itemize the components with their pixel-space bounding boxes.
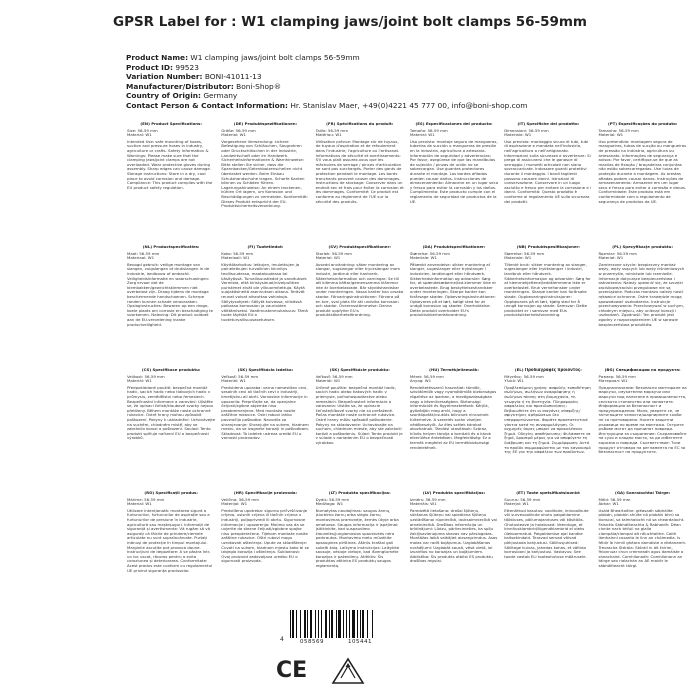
barcode-bar xyxy=(300,610,301,638)
section-spec-line: Rozmiar: 56-59 mm xyxy=(598,251,637,256)
section-spec-line: Størrelse: 56-59 mm xyxy=(504,251,545,256)
section-spec-line: Taille: 56-59 mm xyxy=(315,128,349,133)
section-body: Tiltenkt bruk: sikker montering av slanger, sugeslanger eller trykkslanger i industri, landbruk eller håndverk. Sikkerhetsinformasjon og advarsler: Sørg for at klemmekjeftene/leddklemmene ikke er overbelastet. Bruk vernehansker under monteringen. Skarpe kanter kan forårsake skade. Oppbevaringsinstruksjoner: Oppbevares på et tørt, kjølig sted for å unngå korrosjon og skade. Samsvar: Dette produktet er i samsvar med EUs produktsikkerhetsforordning. xyxy=(504,261,591,318)
section-row xyxy=(124,122,690,245)
ce-mark-icon: CE xyxy=(276,658,308,683)
section-heading: (IT) Specifiche del prodotto: xyxy=(517,122,580,126)
section-heading: (LT) Produkto specifikacijos: xyxy=(328,491,391,495)
section-spec-line: Koko: 56-59 mm xyxy=(221,251,254,256)
section-spec-line: Medžiaga: W1 xyxy=(315,502,344,507)
section-spec-line: Материал: W1 xyxy=(598,379,628,384)
section-spec-line: Matériau: W1 xyxy=(315,133,342,138)
info-value: BONI-41011-13 xyxy=(204,72,262,81)
barcode-bar xyxy=(290,610,291,638)
section-row xyxy=(124,491,690,614)
section-body: Utilizare intenționată: montarea sigură a furtunurilor, furtunurilor de aspirație sau a furtunurilor de presiune în industrie, agricultură sau meșteșuguri. Informații de siguranță și avertismente: Vă rugăm să vă asigurați că fălcile de prindere/clemele articulate nu sunt supraîncărcate. Purtați mănuși de protecție în timpul montajului. Marginile ascuțite pot provoca daune. Instrucțiuni de depozitare: A se păstra într-un loc uscat, răcoros pentru a evita coroziunea și deteriorarea. Conformitate: Acest produs este conform cu regulamentul UE privind siguranța produselor. xyxy=(127,507,213,573)
section-spec-line: Размер: 56-59 mm xyxy=(598,374,636,379)
section-body: Utilisation prévue: Montage sûr de tuyaux, de tuyaux d'aspiration et de refoulement dans l'industrie, l'agriculture ou l'artisanat. Informations de sécurité et avertissements: S'il vous plaît assurez-vous que les mâchoires de serrage / pinces d'articulation ne sont pas surchargés. Porter des gants de protection pendant le montage. Les bords tranchants peuvent causer des dommages. Instructions de stockage: Conserver dans un endroit sec et frais pour éviter la corrosion et les dommages. Conformité: Ce produit est conforme au règlement de l'UE sur la sécurité des produits. xyxy=(315,138,404,204)
section-body: Zamierzone użycie: bezpieczny montaż węży, węży ssących lub węży ciśnieniowych w przemyśle, rolnictwie lub rzemiośle. Informacje dotyczące bezpieczeństwa i ostrzeżenia: Należy upewnić się, że szczęki zaciskowe/zaciski przegubowe nie są przeciążone. Podczas montażu należy nosić rękawice ochronne. Ostre krawędzie mogą spowodować uszkodzenia. Instrukcje przechowywania: Przechowywać w suchym, chłodnym miejscu, aby uniknąć korozji i uszkodzeń. Zgodność: Ten produkt jest zgodny z rozporządzeniem UE w sprawie bezpieczeństwa produktów. xyxy=(598,261,685,327)
section-body: Uso previsto: montaggio sicuro di tubi, tubi di aspirazione e mandata nell'industria, nell'agricoltura o nell'artigianato. Informazioni sulla sicurezza e avvertenze: Si prega di assicurarsi che le ganasce di serraggio / morsetti articolati non siano sovraccaricate. Indossare guanti protettivi durante il montaggio. I bordi taglienti possono causare danni. Istruzioni di conservazione: Conservare in un luogo asciutto e fresco per evitare la corrosione e i danni. Conformità: Questo prodotto è conforme al regolamento UE sulla sicurezza dei prodotti. xyxy=(504,138,592,204)
section-spec-line: Materiaali: W1 xyxy=(221,256,250,261)
language-section xyxy=(595,122,689,245)
section-spec-line: Materiaal: W1 xyxy=(127,256,155,261)
language-section xyxy=(313,368,407,491)
section-heading: (DE) Produktspezifikationen: xyxy=(233,122,298,126)
section-body: Numatytas naudojimas: saugus žarnų, įsiurbimo žarnų arba slėgio žarnų montavimas pramonėje, žemės ūkyje arba amatuose. Saugos informacija ir įspėjimai: Įsitikinkite, kad suspaudimo žiaunelės/jungiamosios spaustukės nėra perkrautos. Montavimo metu mūvėkite apsaugines pirštines. Aštrūs kraštai gali sukelti žalą. Laikymo instrukcijos: Laikykite sausoje, vėsioje vietoje, kad išvengtumėte korozijos ir pažeidimų. Atitiktis: Šis produktas atitinka ES produktų saugos reglamentą. xyxy=(315,507,400,568)
section-heading: (PT) Especificações do produto: xyxy=(607,122,678,126)
language-section xyxy=(595,491,689,614)
section-spec-line: Veľkosť: 56-59 mm xyxy=(221,374,259,379)
barcode-bar xyxy=(352,610,355,638)
section-heading: (PL) Specyfikacje produktu: xyxy=(612,245,673,249)
info-value: Germany xyxy=(203,91,238,100)
info-key: Variation Number: xyxy=(126,72,203,81)
barcode-left-digits: 058569 xyxy=(300,639,324,645)
section-body: Predvidená uporaba: varna namestitev cevi, sesalnih cevi ali tlačnih cevi v industriji, kmetijstvu ali obrti. Varnostne informacije in opozorila: Prepričajte se, da vpenjalne čeljusti/zgibne objemke niso preobremenjene. Med montažo nosite zaščitne rokavice. Ostri robovi lahko povzročijo poškodbe. Navodila za shranjevanje: Shranjujte na suhem, hladnem mestu, da se izognete koroziji in poškodbam. Skladnost: Ta izdelek ustreza uredbi EU o varnosti proizvodov. xyxy=(221,384,310,441)
section-body: Avsedd användning: säker montering av slangar, sugslangar eller tryckslangar inom industri, jordbruk eller hantverk. Säkerhetsinformation och varningar: Se till att klämma käftar/gemensamma klämmor inte är överbelastade. Bär skyddshandskar under monteringen. Vassa kanter kan orsaka skador. Förvaringsinstruktioner: Förvara på en torr, sval plats för att undvika korrosion och skador. Överensstämmelse: Denna produkt uppfyller EU:s produktsäkerhetsförordning. xyxy=(315,261,404,318)
section-body: Προβλεπόμενη χρήση: ασφαλής τοποθέτηση σωλήνων, σωλήνων αναρρόφησης ή σωλήνων πίεσης στη βιομηχανία, τη γεωργία ή τη βιοτεχνία. Πληροφορίες ασφαλείας και προειδοποιήσεις: Βεβαιωθείτε ότι οι σιαγόνες σύσφιξης/σφιγκτήρες αρθρώσεων δεν υπερφορτώνονται. Φοράτε προστατευτικά γάντια κατά τη συναρμολόγηση. Οι αιχμηρές άκρες μπορεί να προκαλέσουν ζημιά. Οδηγίες αποθήκευσης: Φυλάσσετε σε ξηρό, δροσερό μέρος για να αποφύγετε τη διάβρωση και τη ζημιά. Συμμόρφωση: Αυτό το προϊόν συμμορφώνεται με τον κανονισμό της ΕΕ για την ασφάλεια των προϊόντων. xyxy=(504,384,591,455)
section-spec-line: Υλικό: W1 xyxy=(504,379,524,384)
section-heading: (FR) Spécifications du produit: xyxy=(326,122,394,126)
barcode-bar xyxy=(329,610,330,638)
info-value: Boni-Shop® xyxy=(236,81,282,91)
section-body: Ettenähtud kasutus: voolikute, imivoolikute või survevoolikute ohutu paigaldamine tööstuses, põllumajanduses või käsitöös. Ohutusteave ja hoiatused: Veenduge, et kinnitusklambrid/liigendklambrid ei oleks ülekoormatud. Paigaldamise ajal kandke kaitsekindaid. Teravad servad võivad põhjustada kahjustusi. Säilitusjuhised: Säilitage kuivas, jahedas kohas, et vältida korrosiooni ja kahjustusi. Vastavus: See toode vastab ELi tooteohutuse määrusele. xyxy=(504,507,589,559)
section-heading: (HU) Termékjellemzők: xyxy=(429,368,479,372)
section-spec-line: Materjal: W1 xyxy=(504,502,529,507)
section-spec-line: Méret: 56-59 mm xyxy=(409,374,444,379)
section-body: Vorgesehene Verwendung: sichere Befestigung von Schläuchen, Saugrohren oder Druckschläuchen in der Industrie, Landwirtschaft oder im Handwerk. Sicherheitsinformationen & Warnhinweise: Bitte stellen Sie sicher, dass die Spannbacken/Gelenkbolzenschellen nicht überlastet werden. Beim Einbau Schutzhandschuhe tragen. Scharfe Kanten können zu Schäden führen. Lagerungshinweise: An einem trockenen, kühlen Ort lagern, um Korrosion und Beschädigungen zu vermeiden. Konformität: Dieses Produkt entspricht der EU-Produktsicherheitsverordnung. xyxy=(221,138,309,209)
section-heading: (CS) Specifikace produktu: xyxy=(141,368,201,372)
info-row-product-name xyxy=(126,53,686,63)
section-row xyxy=(124,245,690,368)
section-spec-line: Materiał: W1 xyxy=(598,256,624,261)
section-body: Předpokládané použití: bezpečná montáž hadic, sacích hadic nebo tlakových hadic v průmyslu, zemědělství nebo řemeslech. Bezpečnostní informace a varování: Ujistěte se, že upínací čelisti/kloubové svorky nejsou přetíženy. Během montáže noste ochranné rukavice. Ostré hrany mohou způsobit poškození. Pokyny k uskladnění: Uchovávejte na suchém, chladném místě, aby se zabránilo korozi a poškození. Soulad: Tento produkt splňuje nařízení EU o bezpečnosti výrobků. xyxy=(127,384,216,441)
info-row-product-id xyxy=(126,63,686,73)
barcode-bar xyxy=(362,610,364,638)
section-heading: (ET) Toote spetsifikatsioonid: xyxy=(516,491,581,495)
language-section xyxy=(595,368,689,491)
section-spec-line: Größe: 56-59 mm xyxy=(221,128,256,133)
info-row-manufacturer xyxy=(126,82,686,92)
section-heading: (NL) Productspecificaties: xyxy=(142,245,200,249)
section-heading: (BG) Спецификации на продукта: xyxy=(604,368,681,372)
info-key: Country of Origin: xyxy=(126,91,201,100)
language-section xyxy=(218,122,312,245)
section-spec-line: Materiale: W1 xyxy=(504,133,532,138)
section-spec-line: Ábhar: W1 xyxy=(598,502,619,507)
section-spec-line: Materiál: W1 xyxy=(221,379,246,384)
language-sections-grid xyxy=(124,122,690,614)
recycling-triangle-icon xyxy=(330,656,366,686)
info-value: Hr. Stanislav Maer, +49(0)4221 45 777 00, info@boni-shop.com xyxy=(290,100,528,110)
section-spec-line: Dydis: 56-59 mm xyxy=(315,497,350,502)
section-spec-line: Velikost: 56-59 mm xyxy=(127,374,165,379)
section-heading: (EL) Προδιαγραφές προϊόντος: xyxy=(514,368,582,372)
barcode-bar xyxy=(307,610,308,638)
info-row-variation-number xyxy=(126,72,686,82)
barcode-bar xyxy=(336,610,337,638)
section-body: Uso pretendido: montagem segura de mangueiras, tubos de sucção ou mangueiras de pressão na indústria, agricultura ou artesanato. Informações de segurança e avisos: Por favor, certifique-se de que as maxilas de fixação / braçadeiras conjuntas não estão sobrecarregadas. Use luvas de proteção durante a montagem. As arestas afiadas podem causar danos. Instruções de armazenamento: Armazene em um lugar seco e fresco para evitar a corrosão e danos. Conformidade: Este produto está em conformidade com o regulamento de segurança de produtos da UE. xyxy=(598,138,687,204)
section-heading: (LV) Produkta specifikācijas: xyxy=(422,491,486,495)
language-section xyxy=(124,491,218,614)
language-section xyxy=(407,491,501,614)
language-section xyxy=(313,122,407,245)
info-value: W1 clamping jaws/joint bolt clamps 56-59mm xyxy=(190,53,360,62)
section-heading: (SK) Špecifikácia izdelka: xyxy=(237,368,294,372)
language-section xyxy=(407,368,501,491)
section-heading: (RO) Specificații produs: xyxy=(144,491,198,495)
info-row-country xyxy=(126,91,686,101)
info-row-contact xyxy=(126,101,686,111)
barcode-bar xyxy=(310,610,313,638)
section-spec-line: Materiāls: W1 xyxy=(409,502,437,507)
section-heading: (GA) Sonraíochtaí Táirge: xyxy=(615,491,671,495)
section-row xyxy=(124,368,690,491)
section-body: Uso previsto: montaje seguro de mangueras, tuberías de succión o mangueras de presión en la industria, agricultura o artesanía. Información de seguridad y advertencias: Por favor, asegúrese de que las mandíbulas de sujeción / pinzas de unión no se sobrecargan. Use guantes protectores durante el montaje. Los bordes afilados pueden causar daños. Instrucciones de almacenamiento: Almacene en un lugar seco y fresco para evitar la corrosión y los daños. Cumplimiento: Este producto cumple con el reglamento de seguridad de productos de la UE. xyxy=(409,138,499,204)
section-heading: (DA) Produktspecifikationer: xyxy=(422,245,486,249)
section-spec-line: Dimensioni: 56-59 mm xyxy=(504,128,549,133)
section-spec-line: Materijal: W1 xyxy=(221,502,248,507)
section-spec-line: Material: W1 xyxy=(598,133,624,138)
section-spec-line: Anyag: W1 xyxy=(409,379,432,384)
section-heading: (NB) Produktspesifikasjoner: xyxy=(516,245,580,249)
section-spec-line: Størrelse: 56-59 mm xyxy=(409,251,450,256)
language-section xyxy=(124,245,218,368)
barcode-bar xyxy=(331,610,333,638)
barcode-bar xyxy=(304,610,306,638)
section-body: Úsáid Bheartaithe: gléasadh sábháilte píobán, píobáin shúite nó píobáin bhrú sa tionscal, sa talmhaíocht nó sa cheardaíocht. Faisnéis Sábháilteachta & Rabhaidh: Déan cinnte nach bhfuil na gialla clampála/clampaí alt róluchtaithe. Caith lámhainní cosanta le linn an chóimeála. Is féidir le himill ghéara damáiste a dhéanamh. Treoracha Stórála: Stóráil in áit thirim, fhionnuar chun creimeadh agus damáiste a sheachaint. Comhlíonadh: Comhlíonann an táirge seo rialachán an AE maidir le sábháilteacht táirgí. xyxy=(598,507,687,568)
language-section xyxy=(407,245,501,368)
section-spec-line: Material: W1 xyxy=(315,256,341,261)
barcode-bar xyxy=(346,610,347,638)
section-spec-line: Materiál: W1 xyxy=(127,379,152,384)
section-spec-line: Μέγεθος: 56-59 mm xyxy=(504,374,544,379)
barcode-right-digits: 105441 xyxy=(348,639,372,645)
section-body: Určené použitie: bezpečná montáž hadíc, sacích hadíc alebo tlakových hadíc v priemysle, poľnohospodárstve alebo remeslách. Bezpečnostné informácie a varovania: Uistite sa, že upínacie čeľuste/kĺbové svorky nie sú preťažené. Počas montáže noste ochranné rukavice. Ostré hrany môžu spôsobiť poškodenie. Pokyny na skladovanie: Uchovávajte na suchom, chladnom mieste, aby ste zabránili korózii a poškodeniu. Súlad: Tento produkt je v súlade s nariadením EÚ o bezpečnosti výrobkov. xyxy=(315,384,403,445)
barcode-bar xyxy=(292,610,294,638)
section-spec-line: Material: W1 xyxy=(221,133,246,138)
info-value: 99523 xyxy=(175,62,199,72)
section-spec-line: Veličina: 56-59 mm xyxy=(221,497,259,502)
section-body: Käyttötarkoitus: letkujen, imuletkujen ja paineletkujen turvallinen kiinnitys teollisuudessa, maataloudessa tai käsityössä. Turvallisuustiedot ja varoitukset: Varmista, että kiristysleuat/nivelpulttien puristimet eivät ole ylikuormitettuja. Käytä suojakäsineitä asennuksen aikana. Terävät reunat voivat aiheuttaa vahinkoja. Säilytysohjeet: Säilytä kuivassa, viileässä paikassa korroosion ja vaurioiden välttämiseksi. Vaatimustenmukaisuus: Tämä tuote täyttää EU:n tuoteturvallisuusasetuksen. xyxy=(221,261,308,322)
section-spec-line: Material: W1 xyxy=(127,502,152,507)
barcode-bar xyxy=(367,610,368,638)
barcode-bar xyxy=(318,610,320,638)
barcode-bar xyxy=(296,610,297,638)
language-section xyxy=(313,245,407,368)
section-body: Predviđena upotreba: sigurno pričvršćivanje crijeva, usisnih crijeva ili tlačnih crijeva u industriji, poljoprivredi ili obrtu. Sigurnosne informacije i upozorenja: Molimo vas da se uvjerite da stezne čeljusti/zglobne spojke nisu preopterećene. Tijekom montaže nosite zaštitne rukavice. Oštri rubovi mogu uzrokovati oštećenja. Upute za skladištenje: Čuvati na suhom, hladnom mjestu kako bi se izbjegla korozija i oštećenja. Sukladnost: Ovaj proizvod zadovoljava uredbu EU o sigurnosti proizvoda. xyxy=(221,507,309,564)
info-key: Manufacturer/Distributor: xyxy=(126,81,234,91)
section-body: Paredzētā lietošana: drošai šļūteņu, sūkšanas šļūteņu vai spiediena šļūteņu uzstādīšanai rūpniecībā, lauksaimniecībā vai amatniecībā. Drošības informācija un brīdinājumi: Lūdzu, pārliecinieties, ka spīļu žokļi/savienojuma skavas nav pārslogotas. Montāžas laikā valkājiet aizsargcimdus. Asas malas var radīt bojājumus. Uzglabāšanas norādījumi: Uzglabāt sausā, vēsā vietā, lai izvairītos no korozijas un bojājumiem. Atbilstība: Šis produkts atbilst ES produktu drošības regulai. xyxy=(409,507,498,564)
section-spec-line: Mărime: 56-59 mm xyxy=(127,497,165,502)
barcode-bar xyxy=(349,610,351,638)
section-body: Rendeltetésszerű használat: tömlők, szívótömlők vagy nyomótömlők biztonságos rögzítése az iparban, a mezőgazdaságban vagy a kézművességben. Biztonsági információk és figyelmeztetések: Kérjük, győződjön meg arról, hogy a szorítópofák/csuklós bilincsek nincsenek túlterhelve. A szerelés során viseljen védőkesztyűt. Az éles szélek károkat okozhatnak. Tárolási utasítások: Száraz, hűvös helyen tárolja a korrózió és a károk elkerülése érdekében. Megfelelőség: Ez a termék megfelel az EU termékbiztonsági rendeletének. xyxy=(409,384,497,450)
section-spec-line: Storlek: 56-59 mm xyxy=(315,251,352,256)
section-spec-line: Materiale: W1 xyxy=(409,256,437,261)
info-key: Product Name: xyxy=(126,53,189,62)
section-spec-line: Materiál: W1 xyxy=(315,379,341,384)
barcode-bar xyxy=(321,610,322,638)
language-section xyxy=(124,368,218,491)
barcode-bar xyxy=(343,610,344,638)
section-heading: (SK) Špecifikácie produktu: xyxy=(329,368,390,372)
section-spec-line: Suurus: 56-59 mm xyxy=(504,497,541,502)
ean-barcode xyxy=(280,610,402,646)
section-spec-line: Size: 56-59 mm xyxy=(127,128,158,133)
section-body: Intended Use: safe mounting of hoses, suction and pressure hoses in industry, agriculture or crafts. Safety Information & Warnings: Please make sure that the clamping jaws/joint clamps are not overloaded. Wear protective gloves during assembly. Sharp edges can cause damage. Storage instructions: Store in a dry, cool place to avoid corrosion and damage. Compliance: This product complies with the EU product safety regulation. xyxy=(127,138,213,190)
barcode-bar xyxy=(325,610,328,638)
language-section xyxy=(595,245,689,368)
section-heading: (ES) Especificaciones del producto: xyxy=(415,122,493,126)
language-section xyxy=(501,245,595,368)
barcode-bar xyxy=(315,610,316,638)
section-spec-line: Tamaño: 56-59 mm xyxy=(409,128,448,133)
section-body: Påtænkt anvendelse: sikker montering af slanger, sugeslanger eller trykslanger i industrien, landbruget eller håndværk. Sikkerhedsinformation og advarsler: Sørg for, at spændekæberne/led-klemmer ikke er overbelastede. Brug beskyttelseshandsker under monteringen. Skarpe kanter kan forårsage skader. Opbevaringsinstruktioner: Opbevares på et tørt, køligt sted for at undgå korrosion og skader. Overholdelse: Dette produkt overholder EU's produktsikkerhedsforordning. xyxy=(409,261,497,318)
info-key: Contact Person & Contact Information: xyxy=(126,100,288,110)
section-heading: (EN) Product Specifications: xyxy=(140,122,202,126)
language-section xyxy=(218,245,312,368)
section-spec-line: Material: W1 xyxy=(127,133,152,138)
section-spec-line: Izmērs: 56-59 mm xyxy=(409,497,446,502)
barcode-bar xyxy=(360,610,361,638)
barcode-bar xyxy=(357,610,359,638)
barcode-lead-digit: 4 xyxy=(280,636,284,643)
section-spec-line: Materiale: W1 xyxy=(504,256,532,261)
section-spec-line: Maat: 56-59 mm xyxy=(127,251,160,256)
language-section xyxy=(218,368,312,491)
language-section xyxy=(407,122,501,245)
product-info xyxy=(126,53,686,110)
section-heading: (HR) Specifikacije proizvoda: xyxy=(233,491,298,495)
section-body: Предназначение: безопасно монтиране на маркучи, смукателни маркучи или маркучи под налягане в промишлеността, селското стопанство или занаятите. Информация за безопасност и предупреждения: Моля, уверете се, че затягащите челюсти/шарнирните скоби не са претоварени. Носете защитни ръкавици по време на монтажа. Острите ръбове могат да причинят повреди. Инструкции за съхранение: Съхранявайте на сухо и хладно място, за да избегнете корозия и повреди. Съответствие: Този продукт отговаря на регламента на ЕС за безопасност на продуктите. xyxy=(598,384,687,455)
section-spec-line: Tamanho: 56-59 mm xyxy=(598,128,639,133)
section-spec-line: Material: W1 xyxy=(409,133,435,138)
language-section xyxy=(501,491,595,614)
language-section xyxy=(501,368,595,491)
language-section xyxy=(124,122,218,245)
barcode-bar xyxy=(372,610,373,638)
language-section xyxy=(313,491,407,614)
language-section xyxy=(218,491,312,614)
barcode-bar xyxy=(338,610,341,638)
info-key: Product ID: xyxy=(126,62,174,72)
section-body: Beoogd gebruik: veilige montage van slangen, zuigslangen of drukslangen in de industrie, landbouw of ambacht. Veiligheidsinformatie en waarschuwingen: Zorg ervoor dat de klembakken/gewrichtsklemmen niet overbelast zijn. Draag tijdens de montage beschermende handschoenen. Scherpe randen kunnen schade veroorzaken. Opslaginstructies: Bewaren op een droge, koele plaats om corrosie en beschadiging te voorkomen. Naleving: Dit product voldoet aan de EU-verordening inzake productveiligheid. xyxy=(127,261,213,327)
language-section xyxy=(501,122,595,245)
page-title: GPSR Label for : W1 clamping jaws/joint bolt clamps 56-59mm xyxy=(112,14,588,30)
section-spec-line: Méid: 56-59 mm xyxy=(598,497,631,502)
section-heading: (FI) Tuotetiedot: xyxy=(247,245,284,249)
barcode-bars xyxy=(290,610,400,638)
section-spec-line: Veľkosť: 56-59 mm xyxy=(315,374,353,379)
section-heading: (SV) Produktspecifikationer: xyxy=(328,245,391,249)
